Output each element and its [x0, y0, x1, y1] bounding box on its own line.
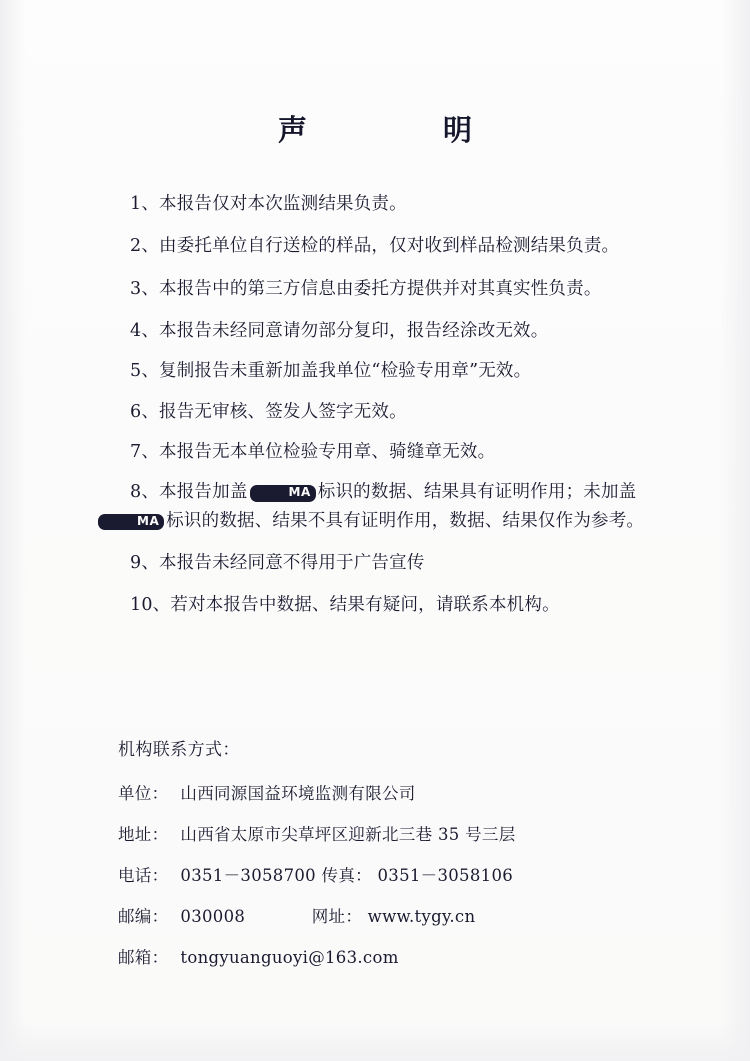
statement-item: 3、本报告中的第三方信息由委托方提供并对其真实性负责。: [130, 278, 602, 299]
contact-row-company: [118, 780, 638, 804]
contact-label: 单位：: [118, 784, 169, 803]
contact-label: 电话：: [118, 866, 169, 885]
statement-item: 4、本报告未经同意请勿部分复印，报告经涂改无效。: [130, 321, 549, 342]
contact-heading: 机构联系方式：: [118, 740, 240, 760]
statement-item: 9、本报告未经同意不得用于广告宣传: [130, 553, 425, 574]
statement-8-part1: 8、本报告加盖: [130, 482, 248, 503]
ima-mark-icon: MA: [250, 485, 316, 501]
statement-item-ima: [96, 478, 666, 535]
page-edge-shadow-bottom: [0, 1021, 750, 1061]
contact-value: 山西同源国益环境监测有限公司: [180, 784, 416, 803]
page-edge-shadow-left: [0, 0, 26, 1061]
statement-item: 6、报告无审核、签发人签字无效。: [130, 401, 407, 422]
statement-item: 1、本报告仅对本次监测结果负责。: [130, 194, 407, 214]
statement-8-part3: 标识的数据、结果不具有证明作用，数据、结果仅作为参考。: [166, 510, 645, 531]
contact-row-address: [118, 821, 638, 845]
statement-item: 2、由委托单位自行送检的样品，仅对收到样品检测结果负责。: [130, 236, 620, 257]
statement-8-part2: 标识的数据、结果具有证明作用；未加盖: [317, 482, 637, 503]
contact-value: tongyuanguoyi@163.com: [180, 948, 399, 967]
contact-label: 邮箱：: [118, 948, 169, 967]
contact-row-phone: [118, 862, 638, 886]
contact-block: [118, 735, 638, 985]
statement-item: 5、复制报告未重新加盖我单位“检验专用章”无效。: [130, 361, 532, 382]
contact-label: 邮编：: [118, 907, 169, 926]
statement-item: 7、本报告无本单位检验专用章、骑缝章无效。: [130, 442, 496, 463]
contact-row-email: [118, 944, 638, 968]
statement-item: 10、若对本报告中数据、结果有疑问，请联系本机构。: [130, 595, 560, 616]
ima-mark-icon: MA: [98, 514, 164, 530]
contact-value: 0351－3058700 传真： 0351－3058106: [180, 866, 514, 885]
page-title: 声 明: [277, 113, 498, 147]
contact-value: 山西省太原市尖草坪区迎新北三巷 35 号三层: [180, 825, 516, 844]
statement-list: [96, 190, 666, 634]
contact-label: 地址：: [118, 825, 169, 844]
contact-value: 030008 网址： www.tygy.cn: [180, 907, 476, 926]
contact-row-postcode: [118, 903, 638, 927]
page-edge-shadow-right: [720, 0, 750, 1061]
